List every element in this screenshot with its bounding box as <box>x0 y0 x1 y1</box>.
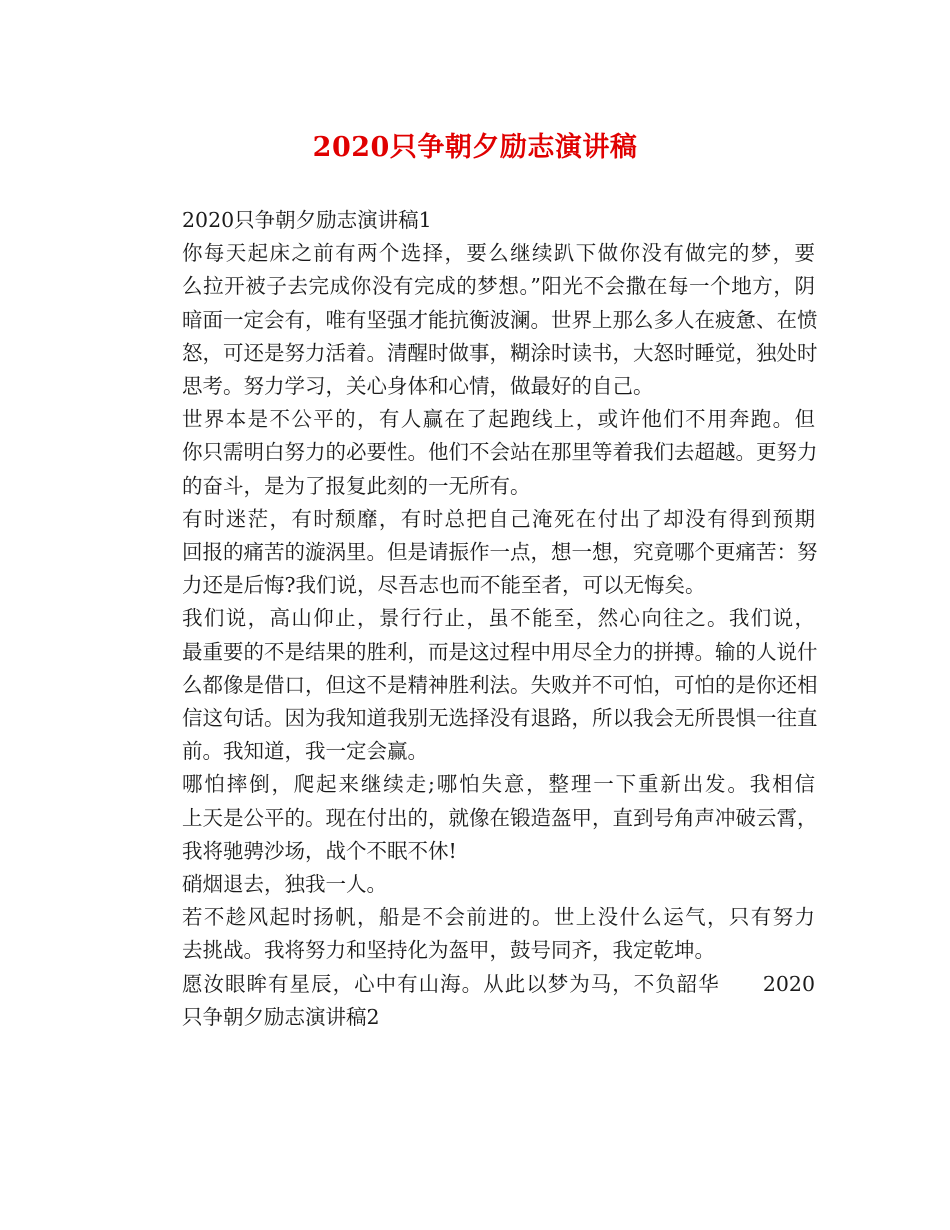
paragraph-line: 愿汝眼眸有星辰，心中有山海。从此以梦为马，不负韶华 2020 <box>182 971 815 996</box>
paragraph-line: 哪怕摔倒，爬起来继续走;哪怕失意，整理一下重新出发。我相信 <box>182 772 815 797</box>
paragraph-line: 怒，可还是努力活着。清醒时做事，糊涂时读书，大怒时睡觉，独处时 <box>182 340 818 365</box>
paragraph-line: 最重要的不是结果的胜利，而是这过程中用尽全力的拼搏。输的人说什 <box>182 639 818 664</box>
paragraph-line: 力还是后悔?我们说，尽吾志也而不能至者，可以无悔矣。 <box>182 573 706 598</box>
paragraph-line: 思考。努力学习，关心身体和心情，做最好的自己。 <box>182 374 654 399</box>
subheading <box>141 204 815 237</box>
paragraph-8 <box>141 968 815 1034</box>
paragraph-line: 有时迷茫，有时颓靡，有时总把自己淹死在付出了却没有得到预期 <box>182 506 815 531</box>
paragraph-line: 硝烟退去，独我一人。 <box>182 872 387 897</box>
paragraph-line: 我们说，高山仰止，景行行止，虽不能至，然心向往之。我们说， <box>182 606 815 631</box>
paragraph-4 <box>141 602 818 768</box>
paragraph-line: 你只需明白努力的必要性。他们不会站在那里等着我们去超越。更努力 <box>182 440 818 465</box>
paragraph-line: 我将驰骋沙场，战个不眠不休! <box>182 838 457 863</box>
paragraph-line: 去挑战。我将努力和坚持化为盔甲，鼓号同齐，我定乾坤。 <box>182 938 715 963</box>
document-title: 2020只争朝夕励志演讲稿 <box>312 132 638 163</box>
paragraph-line: 信这句话。因为我知道我别无选择没有退路，所以我会无所畏惧一往直 <box>182 706 818 731</box>
paragraph-line: 回报的痛苦的漩涡里。但是请振作一点，想一想，究竟哪个更痛苦：努 <box>182 540 818 565</box>
subheading-line: 2020只争朝夕励志演讲稿1 <box>182 208 432 232</box>
paragraph-line: 你每天起床之前有两个选择，要么继续趴下做你没有做完的梦，要 <box>182 241 815 266</box>
paragraph-6 <box>141 868 815 901</box>
document-body <box>141 204 818 1034</box>
paragraph-line: 暗面一定会有，唯有坚强才能抗衡波澜。世界上那么多人在疲惫、在愤 <box>182 307 818 332</box>
paragraph-3 <box>141 503 818 603</box>
paragraph-5 <box>141 768 818 868</box>
paragraph-line: 若不趁风起时扬帆，船是不会前进的。世上没什么运气，只有努力 <box>182 905 815 930</box>
paragraph-line: 前。我知道，我一定会赢。 <box>182 739 428 764</box>
paragraph-line: 世界本是不公平的，有人赢在了起跑线上，或许他们不用奔跑。但 <box>182 407 815 432</box>
paragraph-2 <box>141 403 818 503</box>
paragraph-line: 么都像是借口，但这不是精神胜利法。失败并不可怕，可怕的是你还相 <box>182 672 818 697</box>
paragraph-line: 么拉开被子去完成你没有完成的梦想。”阳光不会撒在每一个地方，阴 <box>182 274 815 299</box>
paragraph-7 <box>141 901 815 967</box>
paragraph-line: 的奋斗，是为了报复此刻的一无所有。 <box>182 473 531 498</box>
paragraph-1 <box>141 237 818 403</box>
paragraph-line: 只争朝夕励志演讲稿2 <box>182 1004 380 1029</box>
paragraph-line: 上天是公平的。现在付出的，就像在锻造盔甲，直到号角声冲破云霄， <box>182 805 818 830</box>
